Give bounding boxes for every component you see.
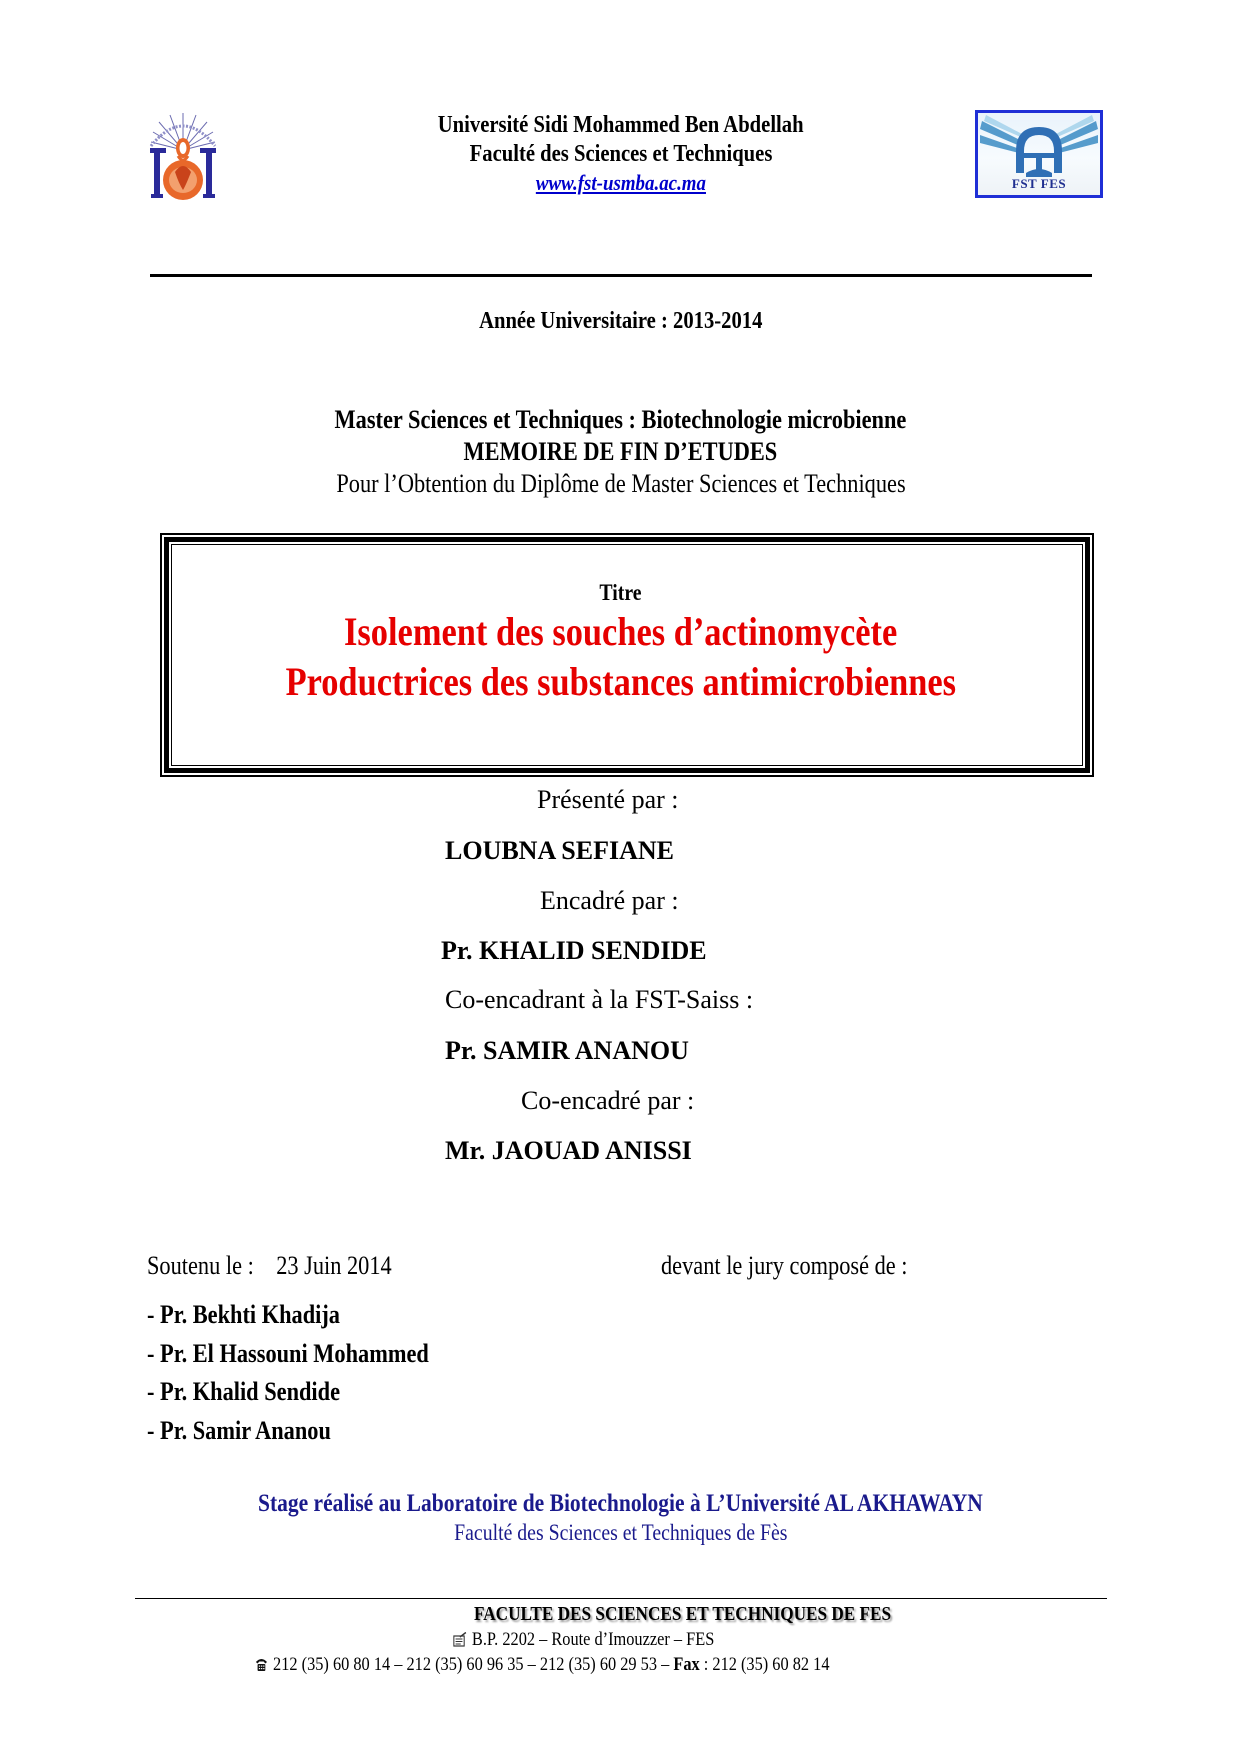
author-name: LOUBNA SEFIANE (445, 836, 674, 865)
defense-date: 23 Juin 2014 (276, 1251, 392, 1280)
envelope-icon (453, 1631, 467, 1653)
website-link[interactable]: www.fst-usmba.ac.ma (535, 170, 706, 195)
title-frame (160, 533, 1094, 777)
defense-label: Soutenu le : (147, 1251, 254, 1280)
co-supervisor-fst-label: Co-encadrant à la FST-Saiss : (445, 985, 754, 1014)
jury-list (147, 1300, 475, 1454)
phone-numbers: 212 (35) 60 80 14 – 212 (35) 60 96 35 – 212 (35) 60 29 53 – (273, 1654, 674, 1675)
telephone-icon (255, 1656, 268, 1678)
supervised-by-label: Encadré par : (540, 886, 679, 915)
fst-fes-logo (975, 110, 1103, 198)
thesis-title-line-1: Isolement des souches d’actinomycète (343, 609, 898, 654)
internship-faculty: Faculté des Sciences et Techniques de Fès (453, 1520, 788, 1545)
faculty-name: Faculté des Sciences et Techniques (469, 141, 772, 167)
presented-by-label: Présenté par : (537, 785, 679, 814)
jury-member: - Pr. Khalid Sendide (147, 1377, 341, 1406)
program-title: Master Sciences et Techniques : Biotechnologie microbienne (334, 405, 907, 434)
jury-member: - Pr. Samir Ananou (147, 1415, 331, 1445)
thesis-title-line-2: Productrices des substances antimicrobiennes (285, 659, 956, 704)
degree-purpose: Pour l’Obtention du Diplôme de Master Sciences et Techniques (335, 469, 906, 498)
academic-year: Année Universitaire : 2013-2014 (478, 308, 763, 334)
internship-location: Stage réalisé au Laboratoire de Biotechnologie à L’Université AL AKHAWAYN (258, 1490, 983, 1517)
fst-fes-caption: FST FES (1011, 176, 1067, 191)
jury-member: - Pr. Bekhti Khadija (147, 1300, 340, 1329)
co-supervisor-name: Mr. JAOUAD ANISSI (445, 1136, 692, 1165)
university-name: Université Sidi Mohammed Ben Abdellah (437, 112, 804, 138)
jury-member: - Pr. El Hassouni Mohammed (147, 1338, 429, 1368)
title-label: Titre (599, 580, 642, 605)
fax-label: Fax (673, 1654, 700, 1675)
co-supervisor-fst-name: Pr. SAMIR ANANOU (445, 1036, 689, 1065)
footer-address: B.P. 2202 – Route d’Imouzzer – FES (453, 1629, 757, 1653)
defense-date-row (147, 1251, 432, 1281)
supervisor-name: Pr. KHALID SENDIDE (441, 936, 707, 965)
thesis-type: MEMOIRE DE FIN D’ETUDES (463, 437, 778, 466)
footer-phones (255, 1654, 923, 1678)
header-divider (150, 274, 1092, 277)
footer-divider (135, 1598, 1107, 1599)
jury-label: devant le jury composé de : (661, 1251, 908, 1280)
fax-number: : 212 (35) 60 82 14 (699, 1654, 830, 1675)
co-supervised-by-label: Co-encadré par : (521, 1086, 695, 1115)
footer-faculty-title: FACULTE DES SCIENCES ET TECHNIQUES DE FES (474, 1603, 892, 1625)
